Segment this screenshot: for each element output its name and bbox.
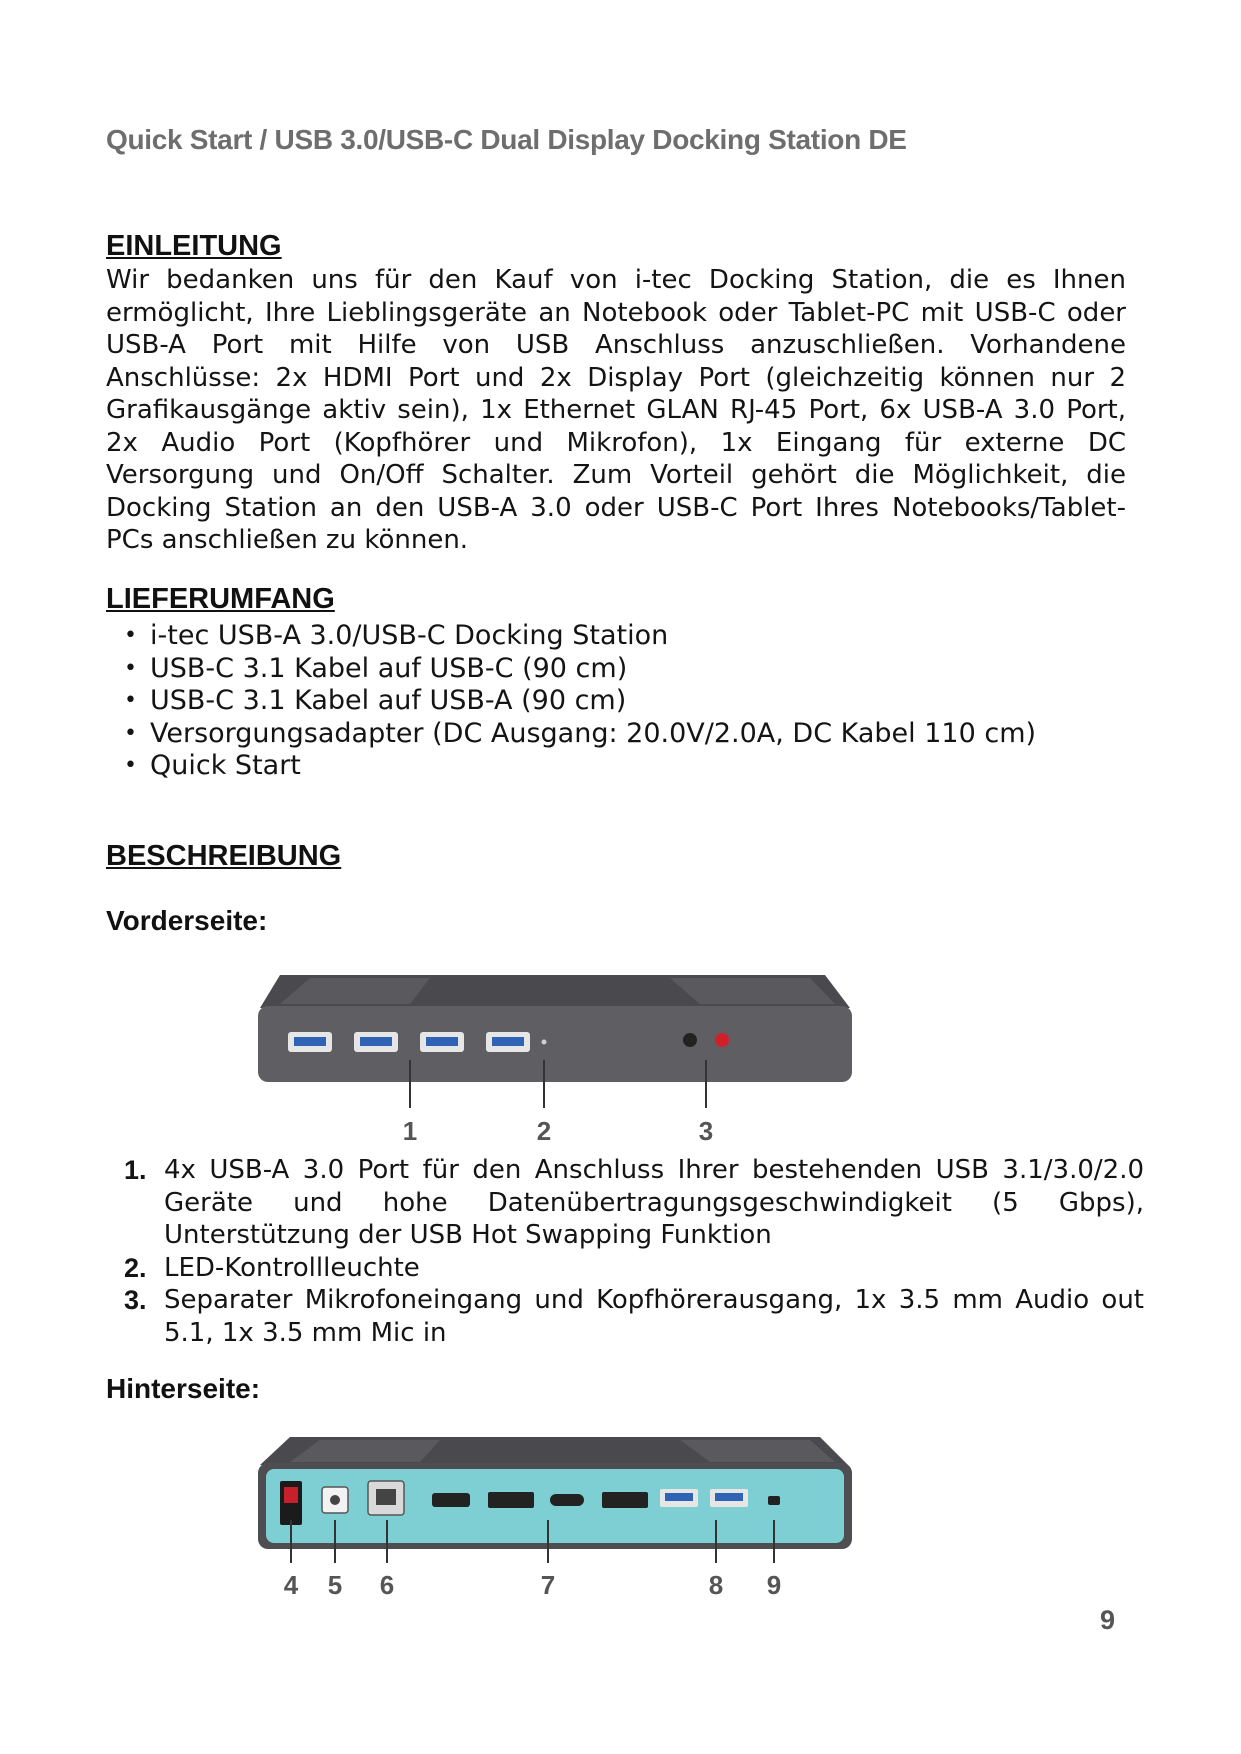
callout-number: 7	[540, 1570, 556, 1600]
callout-number: 1	[402, 1116, 418, 1146]
usb-a-port-icon	[420, 1032, 464, 1052]
audio-jack-icon	[683, 1033, 697, 1047]
callout-number: 9	[766, 1570, 782, 1600]
usb-a-port-icon	[354, 1032, 398, 1052]
usb-a-port-icon	[710, 1489, 748, 1507]
device-front-face	[258, 1006, 852, 1082]
device-back-panel	[266, 1469, 844, 1543]
list-item	[124, 1154, 1144, 1252]
list-number: 3.	[124, 1285, 147, 1315]
front-side-label: Vorderseite:	[106, 905, 268, 936]
front-description-list	[124, 1154, 1144, 1349]
list-number: 1.	[124, 1155, 147, 1185]
section-heading-lieferumfang: LIEFERUMFANG	[106, 583, 335, 615]
list-item-text: LED-Kontrollleuchte	[164, 1252, 420, 1283]
list-item	[124, 1284, 1144, 1349]
list-item-text: Separater Mikrofoneingang und Kopfhörerausgang, 1x 3.5 mm Audio out 5.1, 1x 3.5 mm Mic in	[164, 1285, 1144, 1348]
callout-number: 8	[708, 1570, 724, 1600]
list-item: • USB-C 3.1 Kabel auf USB-C (90 cm)	[122, 653, 1036, 686]
callout-number: 6	[379, 1570, 395, 1600]
usb-a-port-icon	[486, 1032, 530, 1052]
power-switch-rocker	[284, 1487, 298, 1503]
section-heading-einleitung: EINLEITUNG	[106, 230, 282, 262]
hdmi-port-icon	[432, 1493, 470, 1507]
callout-number: 2	[536, 1116, 552, 1146]
list-number: 2.	[124, 1252, 147, 1283]
kensington-lock-icon	[768, 1496, 780, 1505]
document-header-title: Quick Start / USB 3.0/USB-C Dual Display Docking Station DE	[106, 124, 907, 155]
back-view-figure	[250, 1425, 860, 1600]
callout-number: 3	[698, 1116, 714, 1146]
intro-paragraph: Wir bedanken uns für den Kauf von i-tec Docking Station, die es Ihnen ermöglicht, Ihre Lieblingsgeräte an Notebook oder Tablet-PC mit USB-C oder USB-A Port mit Hilfe von USB Anschluss anzuschließen. Vorhandene Anschlüsse: 2x HDMI Port und 2x Display Port (gleichzeitig können nur 2 Grafikausgänge aktiv sein), 1x Ethernet GLAN RJ-45 Port, 6x USB-A 3.0 Port, 2x Audio Port (Kopfhörer und Mikrofon), 1x Eingang für externe DC Versorgung und On/Off Schalter. Zum Vorteil gehört die Möglichkeit, die Docking Station an den USB-A 3.0 oder USB-C Port Ihres Notebooks/Tablet-PCs anschließen zu können.	[106, 265, 1126, 555]
list-item	[124, 1252, 1144, 1285]
package-contents-list	[122, 620, 1036, 783]
ethernet-port-jack	[376, 1489, 396, 1505]
list-item: • i-tec USB-A 3.0/USB-C Docking Station	[122, 620, 1036, 653]
callout-number: 4	[283, 1570, 299, 1600]
page-number: 9	[1100, 1605, 1116, 1635]
list-item: • USB-C 3.1 Kabel auf USB-A (90 cm)	[122, 685, 1036, 718]
mic-jack-icon	[715, 1033, 729, 1047]
front-view-figure	[250, 960, 860, 1150]
callout-number: 5	[327, 1570, 343, 1600]
displayport-port-icon	[488, 1492, 534, 1508]
usb-c-port-icon	[550, 1494, 584, 1506]
displayport-port-icon	[602, 1492, 648, 1508]
list-item: • Quick Start	[122, 750, 1036, 783]
back-side-label: Hinterseite:	[106, 1373, 261, 1404]
list-item-text: 4x USB-A 3.0 Port für den Anschluss Ihrer bestehenden USB 3.1/3.0/2.0 Geräte und hohe Datenübertragungsgeschwindigkeit (5 Gbps), Unterstützung der USB Hot Swapping Funktion	[164, 1155, 1144, 1250]
usb-a-port-icon	[660, 1489, 698, 1507]
dc-input-pin	[330, 1495, 340, 1505]
list-item: • Versorgungsadapter (DC Ausgang: 20.0V/2.0A, DC Kabel 110 cm)	[122, 718, 1036, 751]
usb-a-port-icon	[288, 1032, 332, 1052]
section-heading-beschreibung: BESCHREIBUNG	[106, 840, 342, 872]
led-indicator-icon	[542, 1040, 547, 1045]
